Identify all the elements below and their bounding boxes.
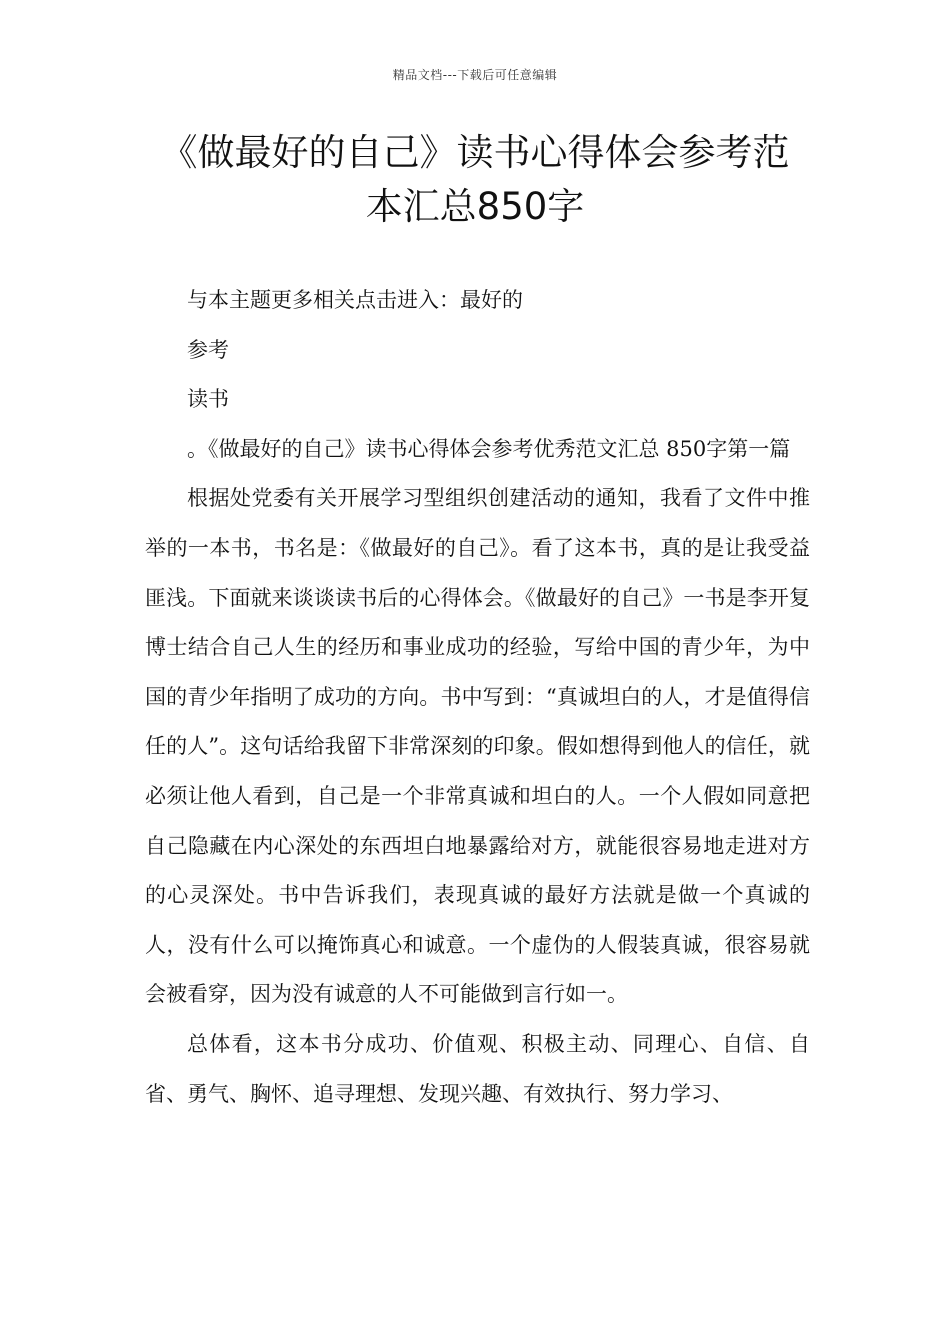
intro-paragraph: 。《做最好的自己》读书心得体会参考优秀范文汇总 850字第一篇 [187,436,791,461]
related-topic-paragraph: 与本主题更多相关点击进入：最好的 [187,288,523,312]
title-line-1: 《做最好的自己》读书心得体会参考范 [160,131,790,174]
title-line-2: 本汇总850字 [365,185,585,228]
reference-paragraph: 参考 [187,337,229,362]
summary-paragraph: 总体看，这本书分成功、价值观、积极主动、同理心、自信、自省、勇气、胸怀、追寻理想、发现兴趣、有效执行、努力学习、 [145,1031,810,1106]
document-title [120,126,830,234]
document-header-note: 精品文档---下载后可任意编辑 [392,68,558,82]
body-paragraph: 根据处党委有关开展学习型组织创建活动的通知，我看了文件中推举的一本书，书名是：《做最好的自己》。看了这本书，真的是让我受益匪浅。下面就来谈谈读书后的心得体会。《做最好的自己》一书是李开复博士结合自己人生的经历和事业成功的经验，写给中国的青少年，为中国的青少年指明了成功的方向。书中写到：“真诚坦白的人，才是值得信任的人”。这句话给我留下非常深刻的印象。假如想得到他人的信任，就必须让他人看到，自己是一个非常真诚和坦白的人。一个人假如同意把自己隐藏在内心深处的东西坦白地暴露给对方，就能很容易地走进对方的心灵深处。书中告诉我们，表现真诚的最好方法就是做一个真诚的人，没有什么可以掩饰真心和诚意。一个虚伪的人假装真诚，很容易就会被看穿，因为没有诚意的人不可能做到言行如一。 [145,486,810,1007]
reading-paragraph: 读书 [187,387,229,412]
document-body [145,276,810,1119]
